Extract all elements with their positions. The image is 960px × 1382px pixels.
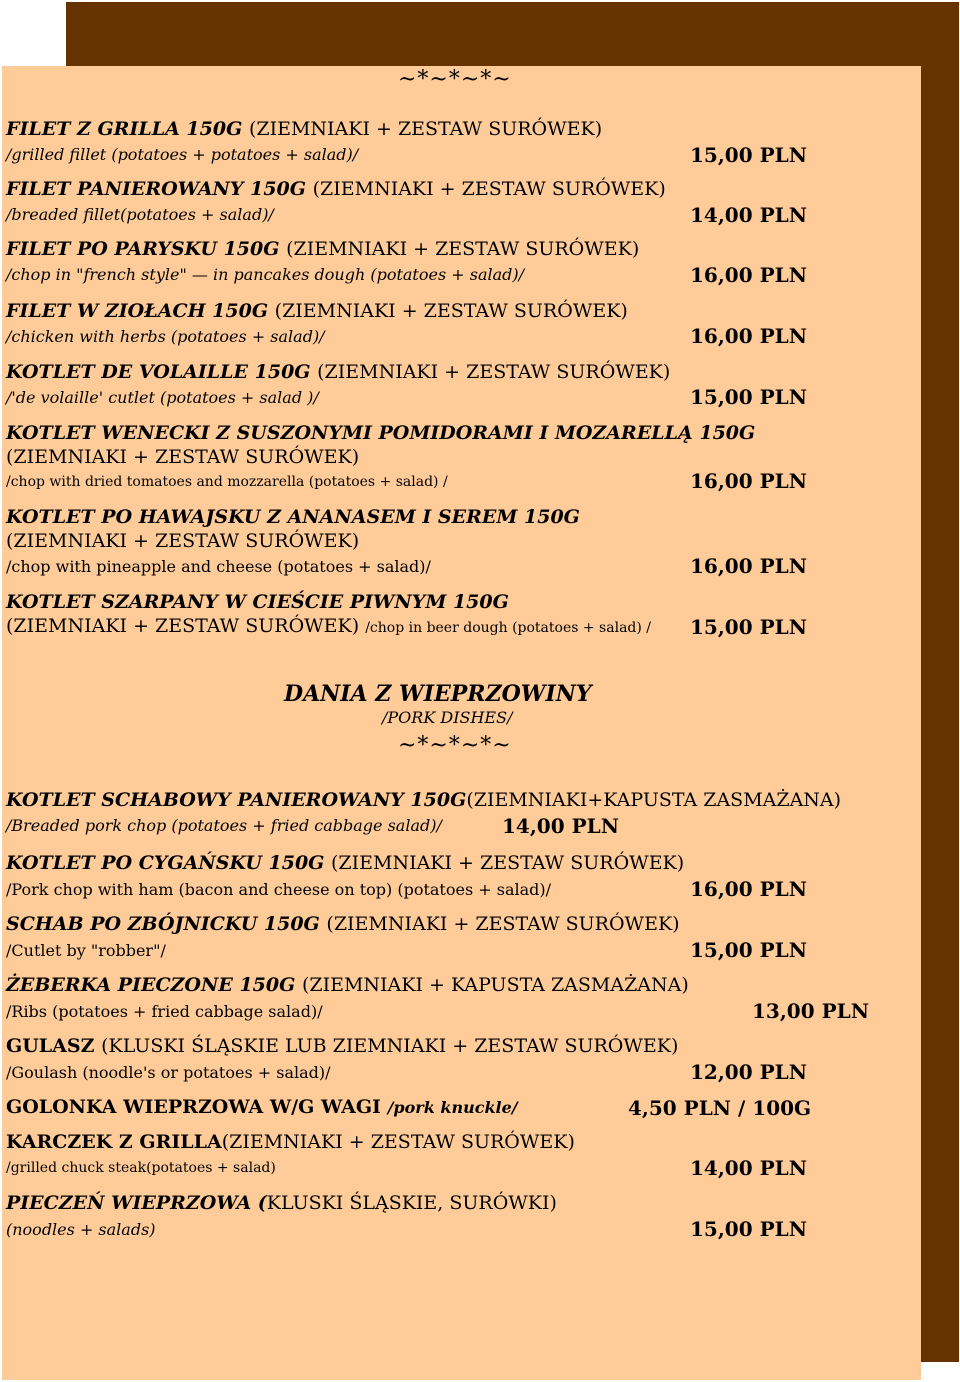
- menu-item-sides: (ZIEMNIAKI + ZESTAW SURÓWEK): [6, 530, 360, 552]
- menu-item-price: 15,00 PLN: [690, 385, 807, 409]
- section-ornament: ~*~*~*~: [398, 733, 512, 758]
- section-title: DANIA Z WIEPRZOWINY: [284, 681, 592, 707]
- menu-item-sides: (ZIEMNIAKI + ZESTAW SURÓWEK) /chop in beer dough (potatoes + salad) /: [6, 615, 651, 637]
- menu-item-price: 14,00 PLN: [690, 203, 807, 227]
- menu-item-english: /'de volaille' cutlet (potatoes + salad )/: [6, 388, 319, 407]
- menu-item-price: 15,00 PLN: [690, 938, 807, 962]
- menu-item-english: /chop in "french style" — in pancakes dough (potatoes + salad)/: [6, 265, 525, 284]
- menu-item-name: FILET W ZIOŁACH 150G (ZIEMNIAKI + ZESTAW SURÓWEK): [6, 300, 628, 322]
- menu-item-price: 14,00 PLN: [502, 814, 619, 838]
- menu-item-name: KARCZEK Z GRILLA(ZIEMNIAKI + ZESTAW SURÓWEK): [6, 1131, 575, 1153]
- menu-item-name: KOTLET PO CYGAŃSKU 150G (ZIEMNIAKI + ZESTAW SURÓWEK): [6, 852, 685, 874]
- menu-item-english: /chop with pineapple and cheese (potatoes + salad)/: [6, 557, 431, 576]
- menu-item-price: 16,00 PLN: [690, 469, 807, 493]
- menu-item-price: 16,00 PLN: [690, 324, 807, 348]
- menu-item-price: 14,00 PLN: [690, 1156, 807, 1180]
- menu-item-price: 16,00 PLN: [690, 263, 807, 287]
- menu-item-english: (noodles + salads): [6, 1220, 156, 1239]
- menu-item-english: /grilled fillet (potatoes + potatoes + salad)/: [6, 145, 359, 164]
- menu-item-price: 16,00 PLN: [690, 554, 807, 578]
- menu-item-english: /chicken with herbs (potatoes + salad)/: [6, 327, 325, 346]
- menu-item-name: KOTLET WENECKI Z SUSZONYMI POMIDORAMI I MOZARELLĄ 150G: [6, 422, 756, 444]
- menu-item-name: KOTLET SCHABOWY PANIEROWANY 150G(ZIEMNIAKI+KAPUSTA ZASMAŻANA): [6, 789, 842, 811]
- menu-item-english: /chop with dried tomatoes and mozzarella (potatoes + salad) /: [6, 474, 448, 490]
- menu-item-price: 15,00 PLN: [690, 1217, 807, 1241]
- menu-item-english: /Ribs (potatoes + fried cabbage salad)/: [6, 1002, 323, 1021]
- menu-item-name: FILET PO PARYSKU 150G (ZIEMNIAKI + ZESTAW SURÓWEK): [6, 238, 640, 260]
- menu-item-english: /Cutlet by "robber"/: [6, 941, 166, 960]
- menu-item-name: ŻEBERKA PIECZONE 150G (ZIEMNIAKI + KAPUSTA ZASMAŻANA): [6, 974, 689, 996]
- menu-item-english: /grilled chuck steak(potatoes + salad): [6, 1160, 276, 1176]
- menu-item-price: 15,00 PLN: [690, 615, 807, 639]
- menu-item-price: 12,00 PLN: [690, 1060, 807, 1084]
- menu-item-name: FILET PANIEROWANY 150G (ZIEMNIAKI + ZESTAW SURÓWEK): [6, 178, 666, 200]
- menu-item-name: KOTLET PO HAWAJSKU Z ANANASEM I SEREM 150G: [6, 506, 580, 528]
- menu-item-price: 4,50 PLN / 100G: [628, 1096, 812, 1120]
- section-subtitle: /PORK DISHES/: [382, 708, 513, 727]
- menu-item-english: /Pork chop with ham (bacon and cheese on top) (potatoes + salad)/: [6, 880, 552, 899]
- menu-item-price: 13,00 PLN: [752, 999, 869, 1023]
- top-ornament: ~*~*~*~: [398, 67, 512, 92]
- menu-item-price: 15,00 PLN: [690, 143, 807, 167]
- menu-item-name: KOTLET SZARPANY W CIEŚCIE PIWNYM 150G: [6, 591, 509, 613]
- menu-item-english: /Breaded pork chop (potatoes + fried cabbage salad)/: [6, 816, 442, 835]
- menu-item-english: /chop in beer dough (potatoes + salad) /: [365, 620, 651, 636]
- menu-item-name: GULASZ (KLUSKI ŚLĄSKIE LUB ZIEMNIAKI + ZESTAW SURÓWEK): [6, 1035, 679, 1057]
- menu-item-name: FILET Z GRILLA 150G (ZIEMNIAKI + ZESTAW SURÓWEK): [6, 118, 603, 140]
- menu-item-name: SCHAB PO ZBÓJNICKU 150G (ZIEMNIAKI + ZESTAW SURÓWEK): [6, 913, 680, 935]
- menu-item-english: /breaded fillet(potatoes + salad)/: [6, 205, 274, 224]
- menu-item-name: PIECZEŃ WIEPRZOWA (KLUSKI ŚLĄSKIE, SURÓWKI): [6, 1192, 557, 1214]
- menu-item-english: /Goulash (noodle's or potatoes + salad)/: [6, 1063, 331, 1082]
- menu-item-english: /pork knuckle/: [387, 1098, 518, 1117]
- menu-item-name: KOTLET DE VOLAILLE 150G (ZIEMNIAKI + ZESTAW SURÓWEK): [6, 361, 671, 383]
- menu-item-name: GOLONKA WIEPRZOWA W/G WAGI /pork knuckle/: [6, 1096, 518, 1118]
- menu-item-price: 16,00 PLN: [690, 877, 807, 901]
- menu-item-sides: (ZIEMNIAKI + ZESTAW SURÓWEK): [6, 446, 360, 468]
